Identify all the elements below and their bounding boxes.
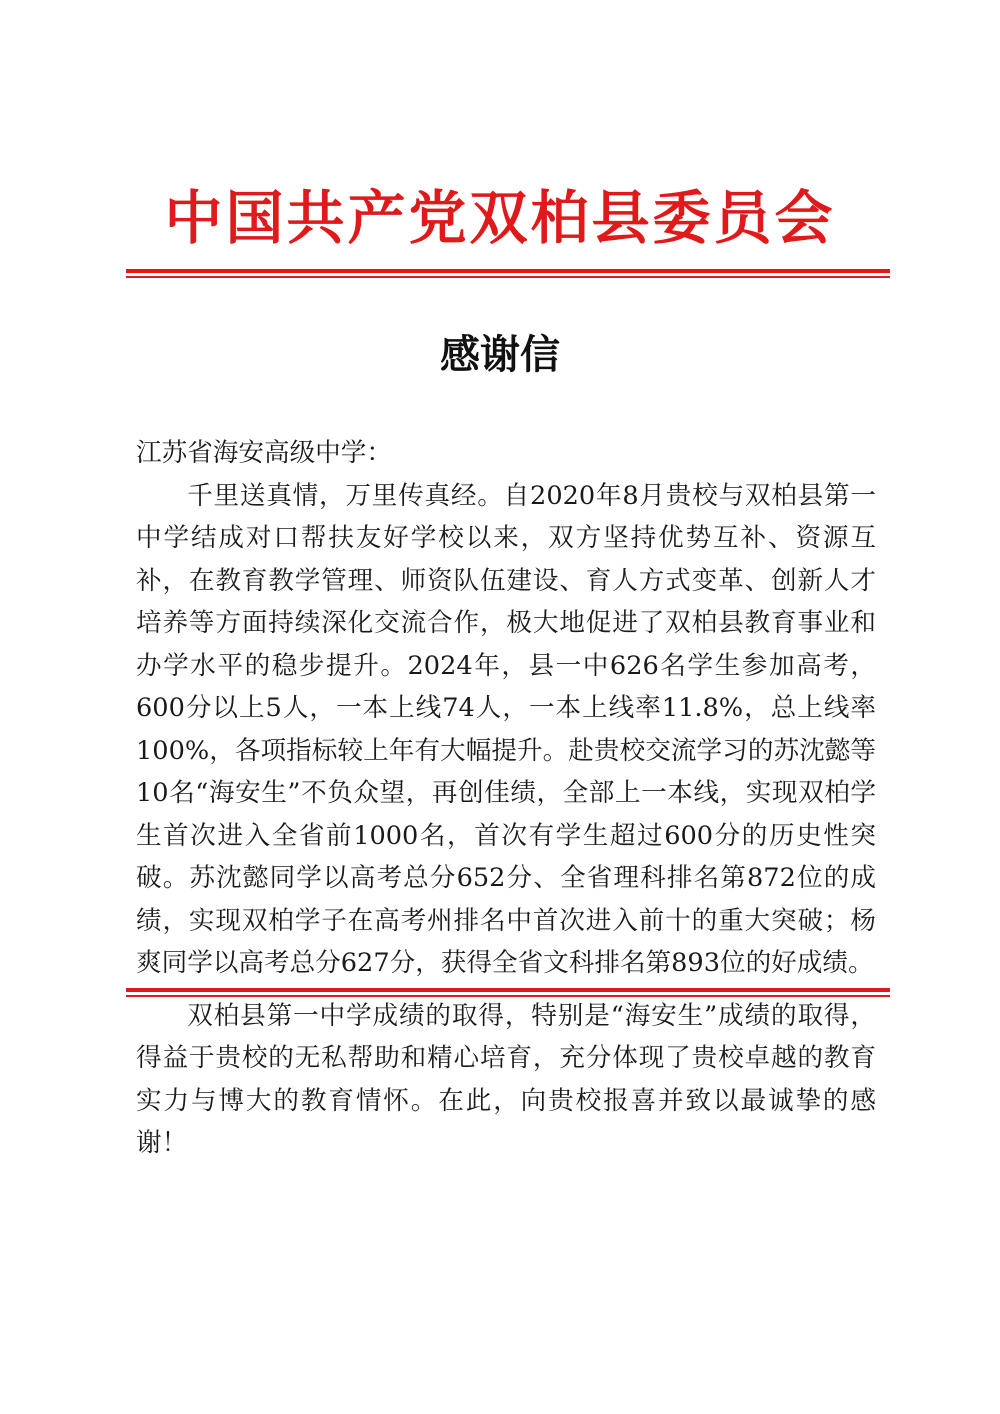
- footer-divider-thick-line: [126, 988, 890, 992]
- letter-body: [136, 432, 876, 1165]
- footer-divider: [126, 988, 890, 997]
- header-divider-thin-line: [126, 276, 890, 278]
- letter-paragraph-1: 千里送真情，万里传真经。自2020年8月贵校与双柏县第一中学结成对口帮扶友好学校以来，双方坚持优势互补、资源互补，在教育教学管理、师资队伍建设、育人方式变革、创新人才培养等方面持续深化交流合作，极大地促进了双柏县教育事业和办学水平的稳步提升。2024年，县一中626名学生参加高考，600分以上5人，一本上线74人，一本上线率11.8%，总上线率100%，各项指标较上年有大幅提升。赴贵校交流学习的苏沈懿等10名“海安生”不负众望，再创佳绩，全部上一本线，实现双柏学生首次进入全省前1000名，首次有学生超过600分的历史性突破。苏沈懿同学以高考总分652分、全省理科排名第872位的成绩，实现双柏学子在高考州排名中首次进入前十的重大突破；杨爽同学以高考总分627分，获得全省文科排名第893位的好成绩。: [136, 480, 876, 978]
- organization-header: 中国共产党双柏县委员会: [164, 184, 836, 252]
- header-divider: [126, 269, 890, 278]
- letter-salutation: 江苏省海安高级中学：: [136, 438, 392, 468]
- footer-divider-thin-line: [126, 995, 890, 997]
- letter-title: 感谢信: [440, 331, 560, 378]
- header-divider-thick-line: [126, 269, 890, 273]
- letter-paragraph-2: 双柏县第一中学成绩的取得，特别是“海安生”成绩的取得，得益于贵校的无私帮助和精心培育，充分体现了贵校卓越的教育实力与博大的教育情怀。在此，向贵校报喜并致以最诚挚的感谢！: [136, 1000, 876, 1158]
